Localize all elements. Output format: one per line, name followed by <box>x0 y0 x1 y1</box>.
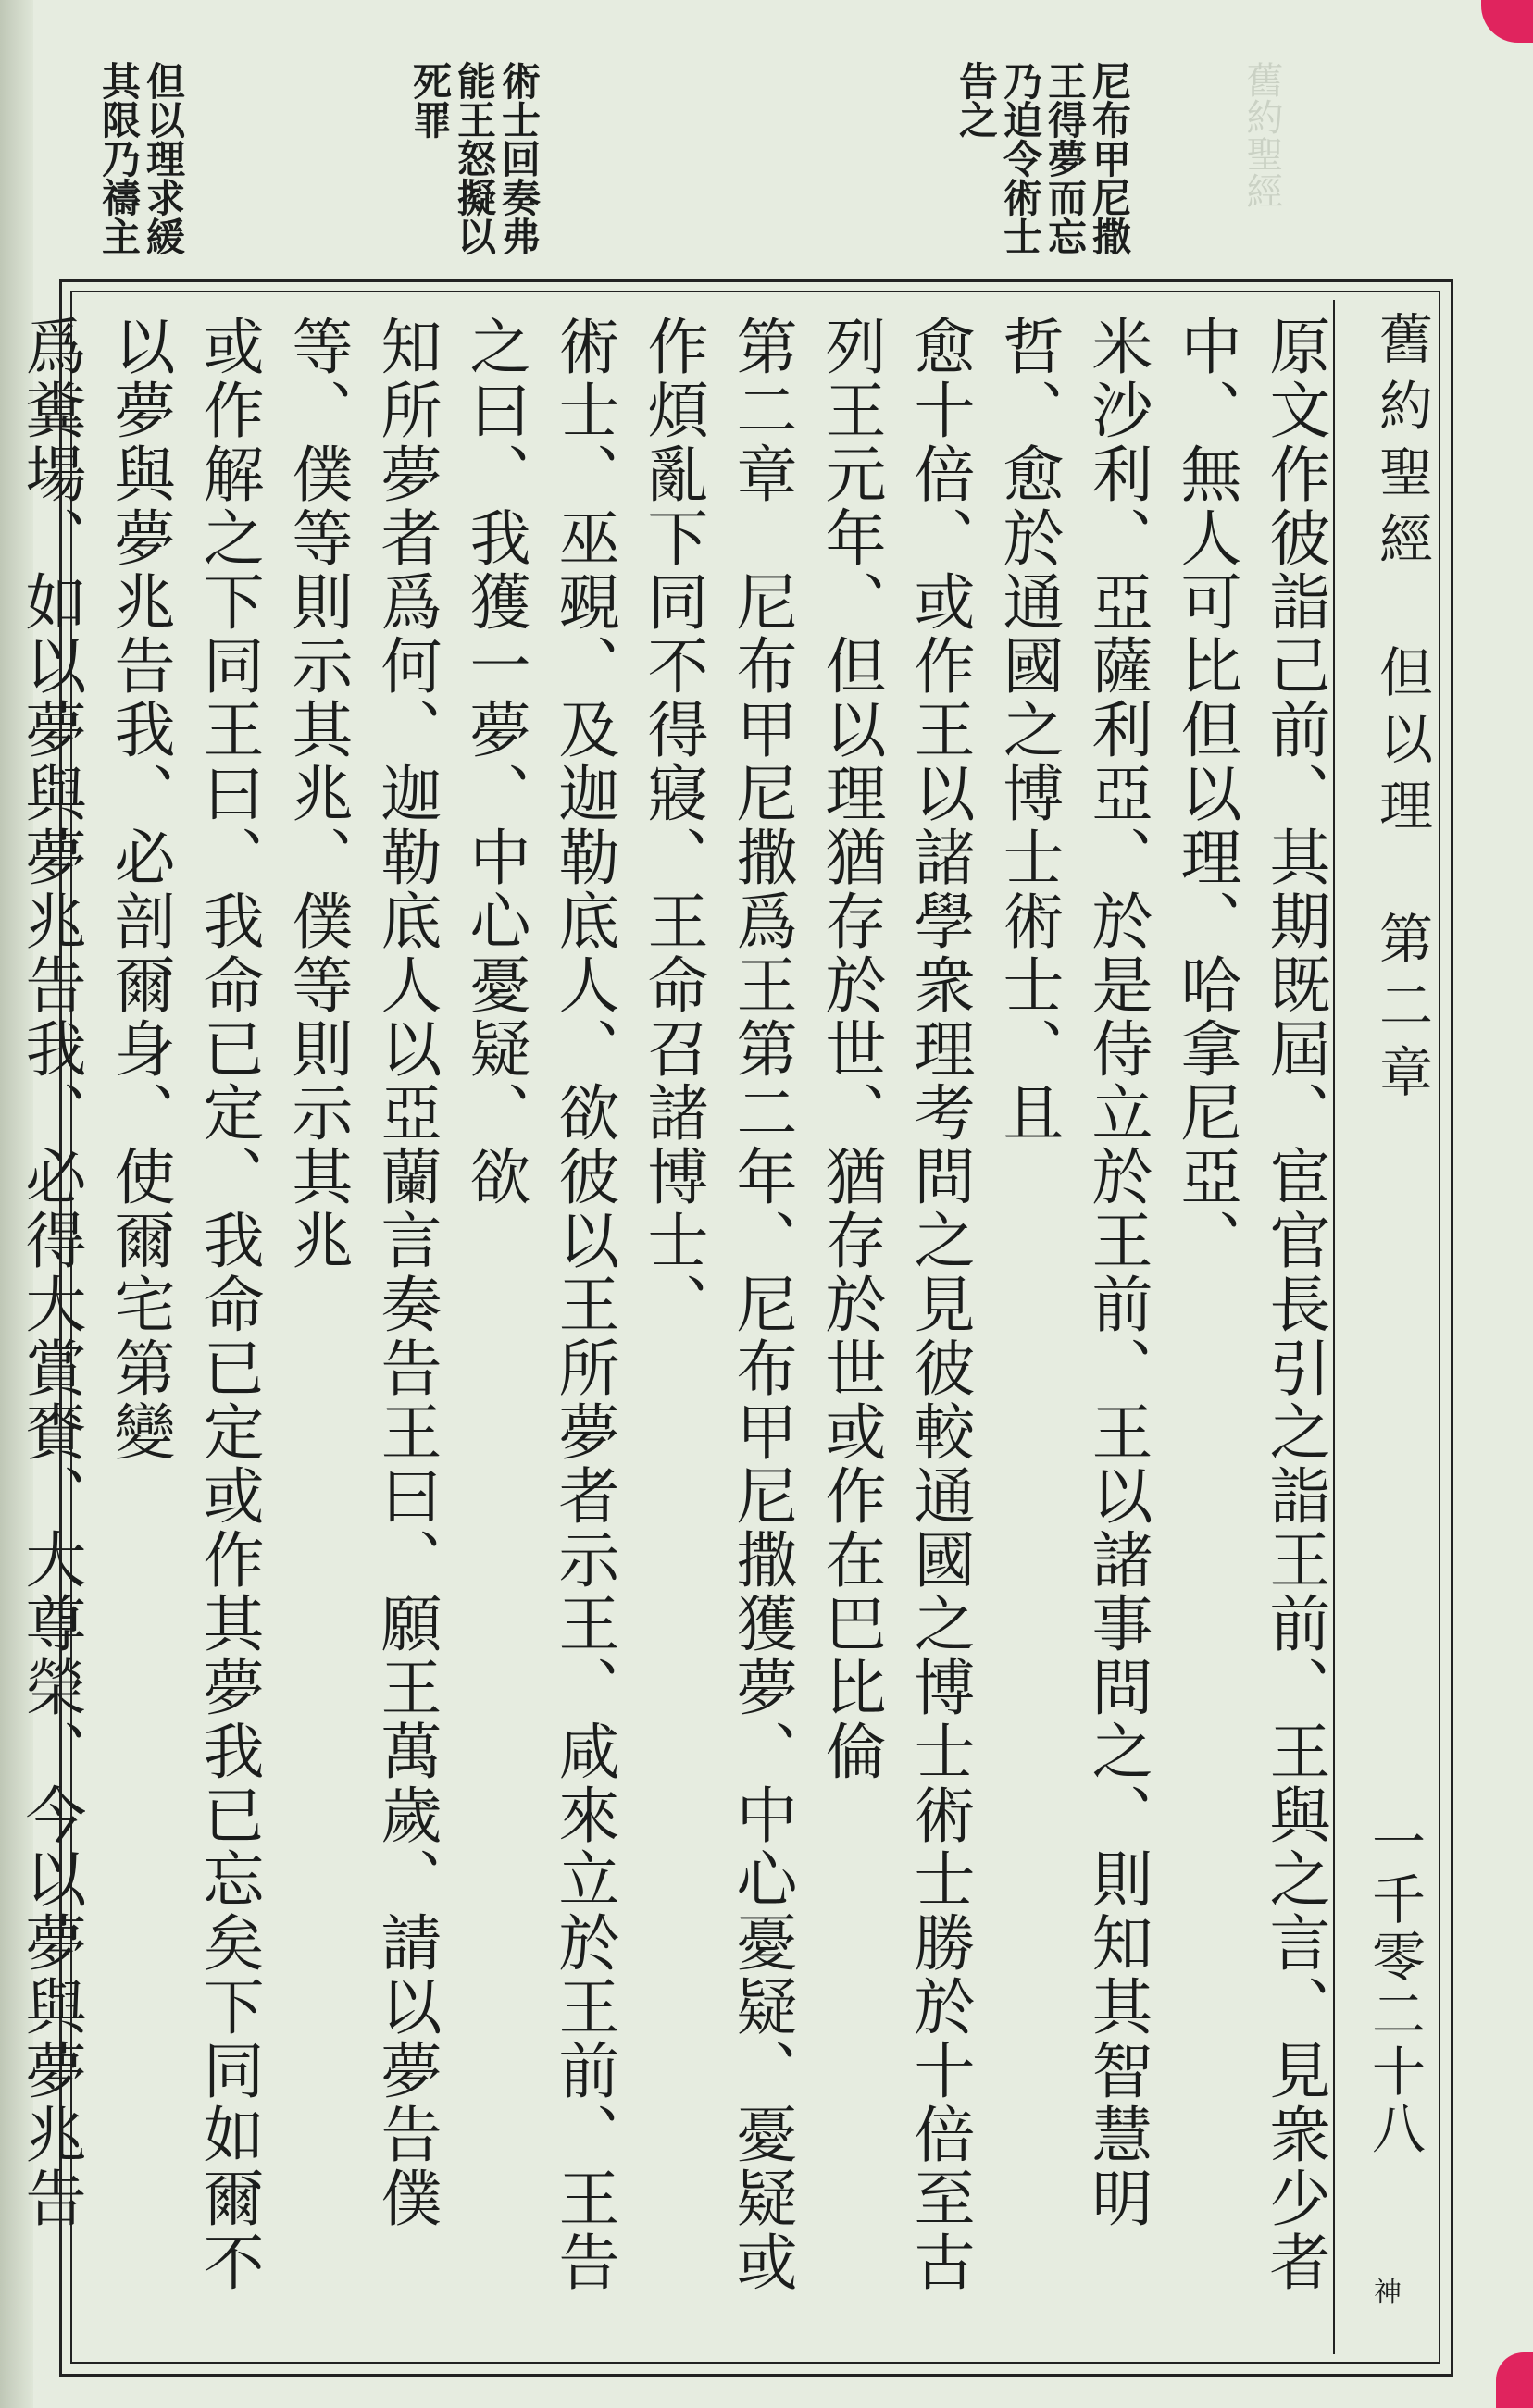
margin-note-1: 尼布甲尼撒王得夢而忘乃迫令術士告之 <box>953 61 1132 255</box>
page-corner-mark <box>1481 0 1533 43</box>
text-column: 或作解之下同王曰、我命已定、我命已定或作其夢我已忘矣下同如爾不以夢與夢兆告我、必剖爾身、使爾宅第變 <box>104 315 264 2294</box>
text-column: 原文作彼詣己前、其期既屆、宦官長引之詣王前、王與之言、見衆少者中、無人可比但以理、哈拿尼亞、 <box>1170 315 1330 2294</box>
text-column: 術士、巫覡、及迦勒底人、欲彼以王所夢者示王、咸來立於王前、王告之曰、我獲一夢、中心憂疑、欲 <box>459 315 619 2294</box>
page-number: 一千零二十八 <box>1363 1814 1426 2158</box>
text-column: 知所夢者爲何、迦勒底人以亞蘭言奏告王曰、願王萬歲、請以夢告僕等、僕等則示其兆、僕等則示其兆 <box>281 315 442 2230</box>
margin-note-3: 但以理求緩其限乃禱主 <box>96 61 186 255</box>
text-column: 爲糞場、如以夢與夢兆告我、必得大賞賚、大尊榮、今以夢與夢兆告 <box>15 315 86 2230</box>
text-column: 米沙利、亞薩利亞、於是侍立於王前、王以諸事問之、則知其智慧明哲、愈於通國之博士術士、且 <box>992 315 1153 2230</box>
text-column: 愈十倍、或作王以諸學衆理考問之見彼較通國之博士術士勝於十倍至古列王元年、但以理猶存於世、猶存於世或作在巴比倫 <box>815 315 975 2294</box>
text-column: 第二章 尼布甲尼撒爲王第二年、尼布甲尼撒獲夢、中心憂疑、憂疑或作煩亂下同不得寢、王命召諸博士、 <box>637 315 797 2294</box>
scripture-body <box>15 315 1339 2351</box>
page-corner-mark-bottom <box>1496 2352 1533 2408</box>
page-title: 舊約聖經 但以理 第二章 <box>1370 311 1433 1111</box>
sheet-mark: 神 <box>1374 2277 1402 2309</box>
bleed-through-text: 舊約聖經 <box>1240 61 1283 209</box>
margin-note-2: 術士回奏弗能王怒擬以死罪 <box>407 61 542 255</box>
